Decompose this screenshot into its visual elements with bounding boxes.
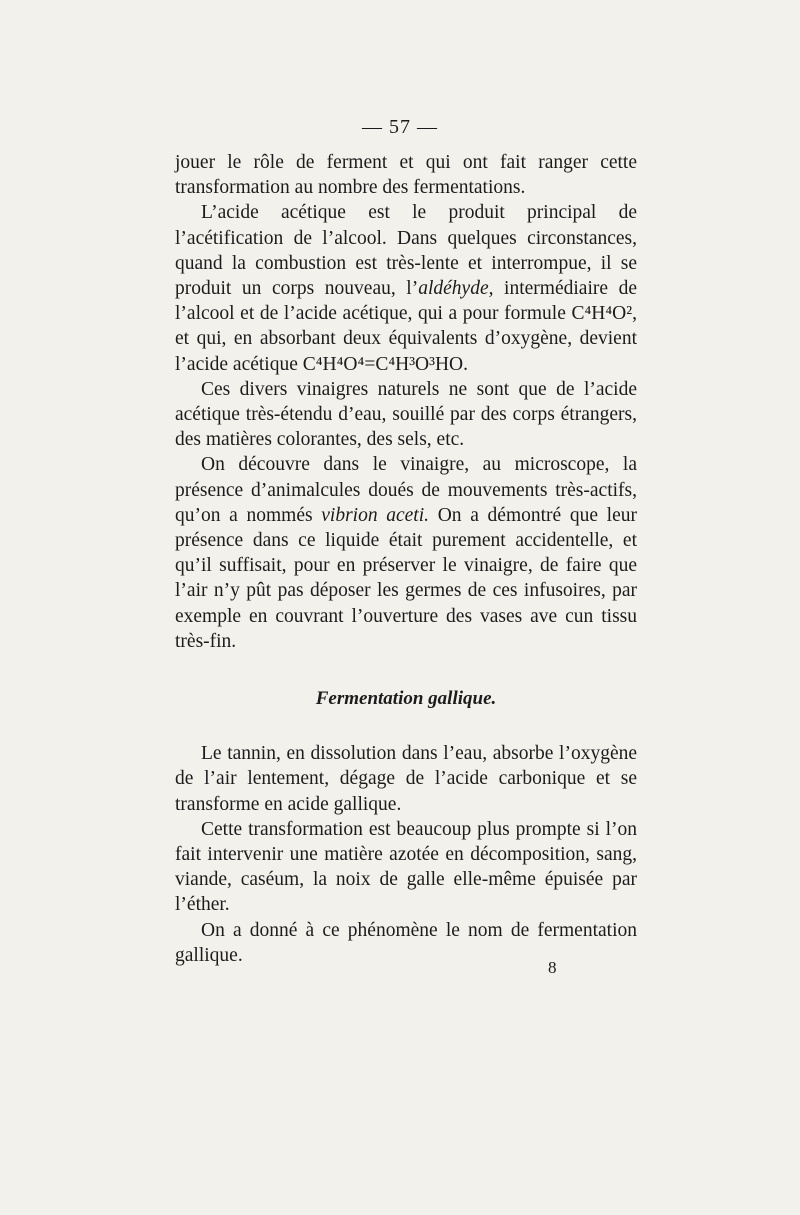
paragraph-2: L’acide acétique est le produit principal de l’acétification de l’alcool. Dans quelques circonstances, quand la combustion est très-lente et interrompue, il se produit un corps nouveau, l’aldéhyde, intermédiaire de l’alcool et de l’acide acétique, qui a pour formule C⁴H⁴O², et qui, en absorbant deux équivalents d’oxygène, devient l’acide acétique C⁴H⁴O⁴=C⁴H³O³HO. — [175, 202, 637, 375]
signature-mark: 8 — [548, 958, 557, 977]
paragraph-6: Cette transformation est beaucoup plus prompte si l’on fait intervenir une matière azotée en décomposition, sang, viande, caséum, la noix de galle elle-même épuisée par l’éther. — [175, 818, 637, 916]
paragraph-7: On a donné à ce phénomène le nom de fermentation gallique. — [175, 919, 637, 966]
paragraph-5: Le tannin, en dissolution dans l’eau, absorbe l’oxygène de l’air lentement, dégage de l’acide carbonique et se transforme en acide gallique. — [175, 743, 637, 815]
paragraph-1: jouer le rôle de ferment et qui ont fait ranger cette transformation au nombre des fermentations. — [175, 152, 637, 199]
section-heading: Fermentation gallique. — [315, 688, 497, 710]
formula-aldehyde: C⁴H⁴O² — [571, 303, 633, 325]
body-text — [175, 150, 637, 968]
formula-acetic: C⁴H⁴O⁴=C⁴H³O³HO. — [302, 353, 469, 375]
emphasis-aldehyde: aldéhyde, — [418, 278, 494, 300]
page-number: — 57 — — [362, 116, 438, 138]
paragraph-3: Ces divers vinaigres naturels ne sont que de l’acide acétique très-étendu d’eau, souillé par des corps étrangers, des matières colorantes, des sels, etc. — [175, 378, 637, 451]
paragraph-4: On découvre dans le vinaigre, au microscope, la présence d’animalcules doués de mouvements très-actifs, qu’on a nommés vibrion aceti. On a démontré que leur présence dans ce liquide était purement accidentelle, et qu’il suffisait, pour en préserver le vinaigre, de faire que l’air n’y pût pas déposer les germes de ces infusoires, par exemple en couvrant l’ouverture des vases ave cun tissu très-fin. — [175, 454, 637, 652]
emphasis-vibrion: vibrion aceti. — [321, 504, 430, 526]
